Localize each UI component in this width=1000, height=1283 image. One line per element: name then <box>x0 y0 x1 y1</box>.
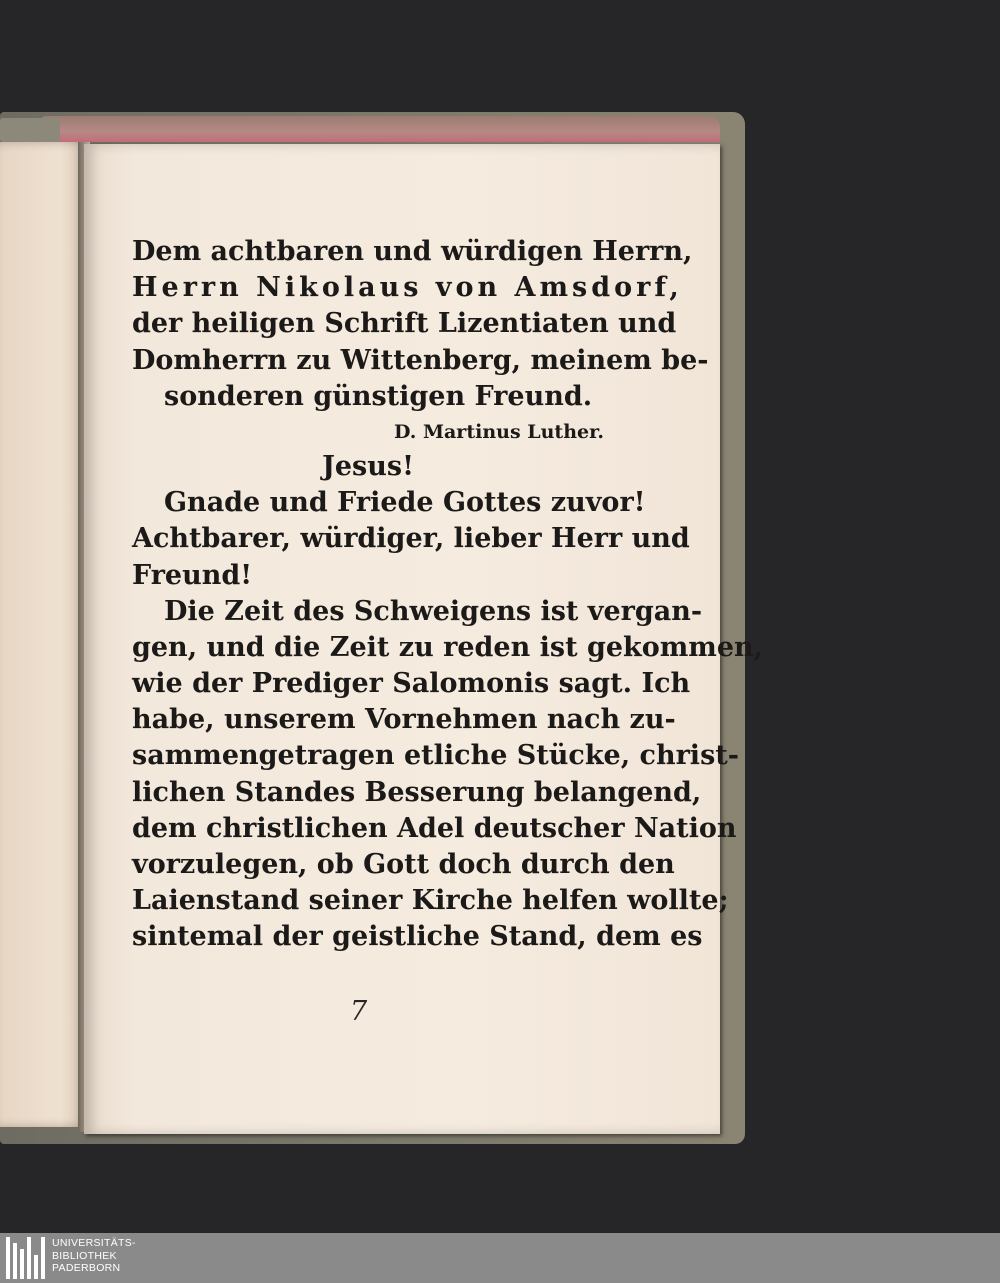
institution-name <box>52 1237 136 1275</box>
body-line-2: gen, und die Zeit zu reden ist gekommen, <box>132 631 764 663</box>
body-line-6: lichen Standes Besserung belangend, <box>132 776 702 808</box>
book-spine-corner <box>0 118 60 142</box>
dedication-line-1: Dem achtbaren und würdigen Herrn, <box>132 236 693 267</box>
page-text <box>132 234 764 956</box>
body-line-4: habe, unserem Vornehmen nach zu- <box>132 704 676 736</box>
dedication-line-5: sonderen günstigen Freund. <box>164 380 593 412</box>
body-line-3: wie der Prediger Salomonis sagt. Ich <box>132 668 691 700</box>
library-logo-icon <box>6 1237 44 1279</box>
greeting-line-3: Freund! <box>132 559 253 591</box>
greeting-line-2: Achtbarer, würdiger, lieber Herr und <box>132 523 690 555</box>
body-line-10: sintemal der geistliche Stand, dem es <box>132 921 703 953</box>
body-line-7: dem christlichen Adel deutscher Nation <box>132 812 737 844</box>
institution-line: UNIVERSITÄTS- <box>52 1237 136 1249</box>
dedication-line-2: Herrn Nikolaus von Amsdorf, <box>132 272 683 304</box>
body-line-1: Die Zeit des Schweigens ist vergan- <box>164 595 703 627</box>
body-line-8: vorzulegen, ob Gott doch durch den <box>132 849 675 880</box>
institution-line: PADERBORN <box>52 1262 121 1274</box>
salutation: Jesus! <box>322 450 414 482</box>
dedication-line-4: Domherrn zu Wittenberg, meinem be- <box>132 344 709 376</box>
dedication-line-3: der heiligen Schrift Lizentiaten und <box>132 308 677 340</box>
body-line-9: Laienstand seiner Kirche helfen wollte; <box>132 885 729 917</box>
body-line-5: sammengetragen etliche Stücke, christ- <box>132 740 739 772</box>
institution-line: BIBLIOTHEK <box>52 1249 117 1262</box>
left-page <box>0 142 86 1127</box>
signature: D. Martinus Luther. <box>393 420 604 443</box>
page-number: 7 <box>350 996 368 1027</box>
book-cover-top-edge <box>40 116 720 142</box>
footer-bar <box>0 1233 1000 1283</box>
greeting-line-1: Gnade und Friede Gottes zuvor! <box>164 487 646 519</box>
